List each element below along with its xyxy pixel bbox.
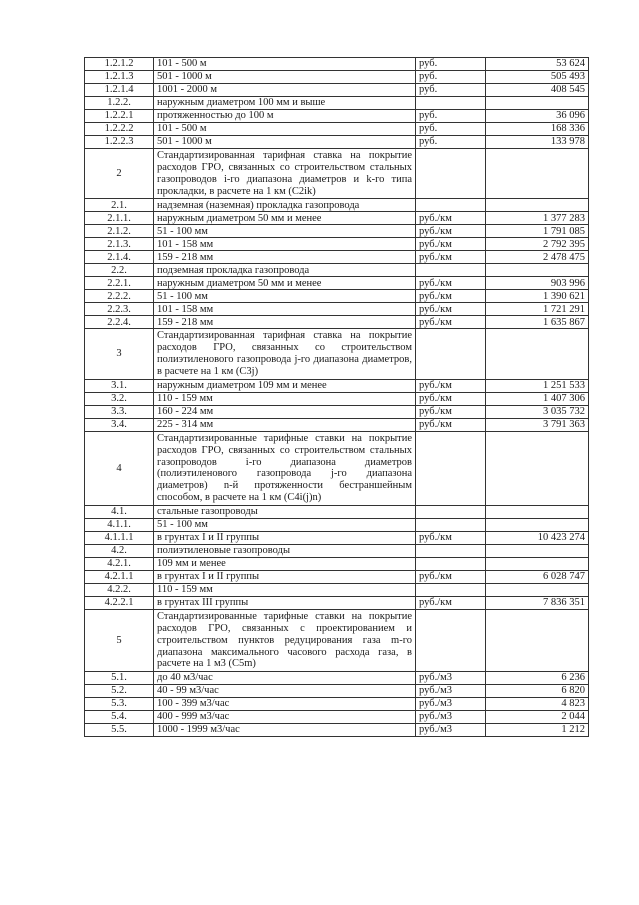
table-row xyxy=(85,698,589,711)
row-description: 51 - 100 мм xyxy=(154,290,416,303)
document-page xyxy=(84,57,588,737)
table-row xyxy=(85,711,589,724)
row-number: 4.1.1.1 xyxy=(85,532,154,545)
table-row xyxy=(85,558,589,571)
row-description: 110 - 159 мм xyxy=(154,584,416,597)
row-description: Стандартизированные тарифные ставки на покрытие расходов ГРО, связанных со строительством стальных газопроводов i-го диапазона диаметров (полиэтиленового газопровода j-го диапазона диаметров) n-й протяженности бестраншейным способом, в расчете на 1 км (С4i(j)n) xyxy=(154,431,416,505)
row-unit: руб./км xyxy=(416,597,486,610)
row-unit xyxy=(416,431,486,505)
row-number: 4.2.2. xyxy=(85,584,154,597)
row-description: Стандартизированные тарифные ставки на покрытие расходов ГРО, связанных с проектированием и строительством пунктов редуцирования газа m-го диапазона максимального часового расхода газа, в расчете на 1 м3 (С5m) xyxy=(154,610,416,672)
row-unit: руб./км xyxy=(416,277,486,290)
row-number: 1.2.1.3 xyxy=(85,71,154,84)
table-row xyxy=(85,264,589,277)
row-value: 6 028 747 xyxy=(486,571,589,584)
row-unit: руб./м3 xyxy=(416,724,486,737)
table-row xyxy=(85,379,589,392)
table-row xyxy=(85,545,589,558)
row-number: 1.2.2.2 xyxy=(85,123,154,136)
row-value: 1 212 xyxy=(486,724,589,737)
row-unit: руб./км xyxy=(416,316,486,329)
row-number: 2.2.1. xyxy=(85,277,154,290)
row-number: 2.2.4. xyxy=(85,316,154,329)
table-row xyxy=(85,277,589,290)
row-description: 101 - 500 м xyxy=(154,58,416,71)
row-number: 3.2. xyxy=(85,392,154,405)
row-unit xyxy=(416,610,486,672)
table-row xyxy=(85,84,589,97)
row-unit: руб./км xyxy=(416,532,486,545)
row-number: 5.2. xyxy=(85,685,154,698)
row-unit: руб./км xyxy=(416,212,486,225)
row-value: 1 791 085 xyxy=(486,225,589,238)
row-description: надземная (наземная) прокладка газопровода xyxy=(154,199,416,212)
row-unit: руб. xyxy=(416,136,486,149)
row-number: 5.5. xyxy=(85,724,154,737)
row-description: 110 - 159 мм xyxy=(154,392,416,405)
row-value: 2 792 395 xyxy=(486,238,589,251)
row-description: в грунтах III группы xyxy=(154,597,416,610)
row-value: 2 478 475 xyxy=(486,251,589,264)
row-value xyxy=(486,558,589,571)
row-value xyxy=(486,431,589,505)
row-value: 408 545 xyxy=(486,84,589,97)
row-description: 51 - 100 мм xyxy=(154,519,416,532)
row-value: 903 996 xyxy=(486,277,589,290)
row-number: 1.2.2. xyxy=(85,97,154,110)
row-unit: руб. xyxy=(416,84,486,97)
tariff-table xyxy=(84,57,589,737)
row-number: 5.1. xyxy=(85,672,154,685)
section-header-row xyxy=(85,610,589,672)
row-unit: руб./м3 xyxy=(416,698,486,711)
row-description: в грунтах I и II группы xyxy=(154,532,416,545)
row-unit xyxy=(416,584,486,597)
table-row xyxy=(85,97,589,110)
row-number: 4.2.1. xyxy=(85,558,154,571)
row-value: 505 493 xyxy=(486,71,589,84)
table-row xyxy=(85,303,589,316)
table-row xyxy=(85,251,589,264)
row-description: 101 - 158 мм xyxy=(154,303,416,316)
row-unit xyxy=(416,519,486,532)
row-value xyxy=(486,610,589,672)
row-description: полиэтиленовые газопроводы xyxy=(154,545,416,558)
row-unit: руб./км xyxy=(416,303,486,316)
row-value: 2 044 xyxy=(486,711,589,724)
row-value xyxy=(486,199,589,212)
row-description: 101 - 500 м xyxy=(154,123,416,136)
row-unit: руб./км xyxy=(416,290,486,303)
row-number: 2.1.3. xyxy=(85,238,154,251)
row-description: Стандартизированная тарифная ставка на покрытие расходов ГРО, связанных со строительством полиэтиленового газопровода j-го диапазона диаметров, в расчете на 1 км (С3j) xyxy=(154,329,416,379)
row-value xyxy=(486,584,589,597)
section-header-row xyxy=(85,149,589,199)
row-value: 36 096 xyxy=(486,110,589,123)
row-number: 1.2.1.2 xyxy=(85,58,154,71)
row-unit: руб. xyxy=(416,123,486,136)
row-description: 40 - 99 м3/час xyxy=(154,685,416,698)
table-row xyxy=(85,685,589,698)
table-row xyxy=(85,506,589,519)
row-number: 2 xyxy=(85,149,154,199)
row-unit xyxy=(416,149,486,199)
row-number: 2.1. xyxy=(85,199,154,212)
row-description: наружным диаметром 50 мм и менее xyxy=(154,277,416,290)
row-unit: руб./км xyxy=(416,392,486,405)
row-number: 2.1.1. xyxy=(85,212,154,225)
row-description: 109 мм и менее xyxy=(154,558,416,571)
row-unit xyxy=(416,558,486,571)
row-number: 2.2.3. xyxy=(85,303,154,316)
row-value: 1 721 291 xyxy=(486,303,589,316)
table-row xyxy=(85,392,589,405)
row-unit xyxy=(416,264,486,277)
table-row xyxy=(85,212,589,225)
row-value: 4 823 xyxy=(486,698,589,711)
table-row xyxy=(85,519,589,532)
row-number: 3 xyxy=(85,329,154,379)
row-unit: руб./м3 xyxy=(416,685,486,698)
table-row xyxy=(85,418,589,431)
row-unit xyxy=(416,506,486,519)
row-description: в грунтах I и II группы xyxy=(154,571,416,584)
row-value xyxy=(486,97,589,110)
row-unit xyxy=(416,199,486,212)
row-value xyxy=(486,519,589,532)
row-description: 100 - 399 м3/час xyxy=(154,698,416,711)
row-value: 1 635 867 xyxy=(486,316,589,329)
row-number: 4 xyxy=(85,431,154,505)
row-unit xyxy=(416,545,486,558)
row-number: 1.2.1.4 xyxy=(85,84,154,97)
row-number: 1.2.2.1 xyxy=(85,110,154,123)
row-value xyxy=(486,329,589,379)
row-value: 1 377 283 xyxy=(486,212,589,225)
row-number: 5 xyxy=(85,610,154,672)
row-unit: руб./км xyxy=(416,571,486,584)
row-description: протяженностью до 100 м xyxy=(154,110,416,123)
row-value xyxy=(486,545,589,558)
table-row xyxy=(85,238,589,251)
row-value: 133 978 xyxy=(486,136,589,149)
row-value: 53 624 xyxy=(486,58,589,71)
row-number: 4.1.1. xyxy=(85,519,154,532)
row-number: 1.2.2.3 xyxy=(85,136,154,149)
row-number: 3.4. xyxy=(85,418,154,431)
row-description: стальные газопроводы xyxy=(154,506,416,519)
table-row xyxy=(85,571,589,584)
row-description: наружным диаметром 100 мм и выше xyxy=(154,97,416,110)
section-header-row xyxy=(85,431,589,505)
row-description: наружным диаметром 109 мм и менее xyxy=(154,379,416,392)
row-value: 1 407 306 xyxy=(486,392,589,405)
row-description: 160 - 224 мм xyxy=(154,405,416,418)
table-row xyxy=(85,225,589,238)
section-header-row xyxy=(85,329,589,379)
row-description: подземная прокладка газопровода xyxy=(154,264,416,277)
row-number: 5.3. xyxy=(85,698,154,711)
row-unit: руб. xyxy=(416,110,486,123)
row-number: 2.1.2. xyxy=(85,225,154,238)
table-row xyxy=(85,405,589,418)
row-number: 2.2. xyxy=(85,264,154,277)
row-number: 2.1.4. xyxy=(85,251,154,264)
row-description: Стандартизированная тарифная ставка на покрытие расходов ГРО, связанных со строительством стальных газопроводов i-го диапазона диаметров и k-го типа прокладки, в расчете на 1 км (С2ik) xyxy=(154,149,416,199)
row-unit: руб. xyxy=(416,58,486,71)
table-row xyxy=(85,316,589,329)
row-value: 10 423 274 xyxy=(486,532,589,545)
table-row xyxy=(85,584,589,597)
row-unit xyxy=(416,329,486,379)
table-row xyxy=(85,199,589,212)
row-description: 101 - 158 мм xyxy=(154,238,416,251)
table-row xyxy=(85,71,589,84)
row-unit: руб./м3 xyxy=(416,672,486,685)
row-value xyxy=(486,506,589,519)
row-unit: руб./км xyxy=(416,251,486,264)
row-value: 3 035 732 xyxy=(486,405,589,418)
row-unit: руб./км xyxy=(416,238,486,251)
row-value: 6 820 xyxy=(486,685,589,698)
row-value: 1 251 533 xyxy=(486,379,589,392)
row-value: 3 791 363 xyxy=(486,418,589,431)
row-description: 51 - 100 мм xyxy=(154,225,416,238)
row-value xyxy=(486,264,589,277)
row-unit: руб./км xyxy=(416,379,486,392)
row-number: 4.2. xyxy=(85,545,154,558)
row-value xyxy=(486,149,589,199)
row-number: 3.3. xyxy=(85,405,154,418)
row-number: 4.2.1.1 xyxy=(85,571,154,584)
row-number: 4.1. xyxy=(85,506,154,519)
tariff-table-body xyxy=(85,58,589,737)
row-description: до 40 м3/час xyxy=(154,672,416,685)
row-value: 168 336 xyxy=(486,123,589,136)
row-unit xyxy=(416,97,486,110)
row-description: 159 - 218 мм xyxy=(154,316,416,329)
table-row xyxy=(85,123,589,136)
row-unit: руб./км xyxy=(416,225,486,238)
table-row xyxy=(85,58,589,71)
table-row xyxy=(85,672,589,685)
row-unit: руб./км xyxy=(416,405,486,418)
table-row xyxy=(85,532,589,545)
table-row xyxy=(85,136,589,149)
table-row xyxy=(85,597,589,610)
table-row xyxy=(85,110,589,123)
row-description: 1001 - 2000 м xyxy=(154,84,416,97)
row-description: 1000 - 1999 м3/час xyxy=(154,724,416,737)
table-row xyxy=(85,290,589,303)
row-number: 2.2.2. xyxy=(85,290,154,303)
row-number: 5.4. xyxy=(85,711,154,724)
row-description: наружным диаметром 50 мм и менее xyxy=(154,212,416,225)
row-description: 159 - 218 мм xyxy=(154,251,416,264)
row-value: 7 836 351 xyxy=(486,597,589,610)
row-description: 400 - 999 м3/час xyxy=(154,711,416,724)
table-row xyxy=(85,724,589,737)
row-unit: руб./км xyxy=(416,418,486,431)
row-unit: руб. xyxy=(416,71,486,84)
row-unit: руб./м3 xyxy=(416,711,486,724)
row-description: 501 - 1000 м xyxy=(154,136,416,149)
row-number: 4.2.2.1 xyxy=(85,597,154,610)
row-value: 6 236 xyxy=(486,672,589,685)
row-description: 501 - 1000 м xyxy=(154,71,416,84)
row-description: 225 - 314 мм xyxy=(154,418,416,431)
row-value: 1 390 621 xyxy=(486,290,589,303)
row-number: 3.1. xyxy=(85,379,154,392)
